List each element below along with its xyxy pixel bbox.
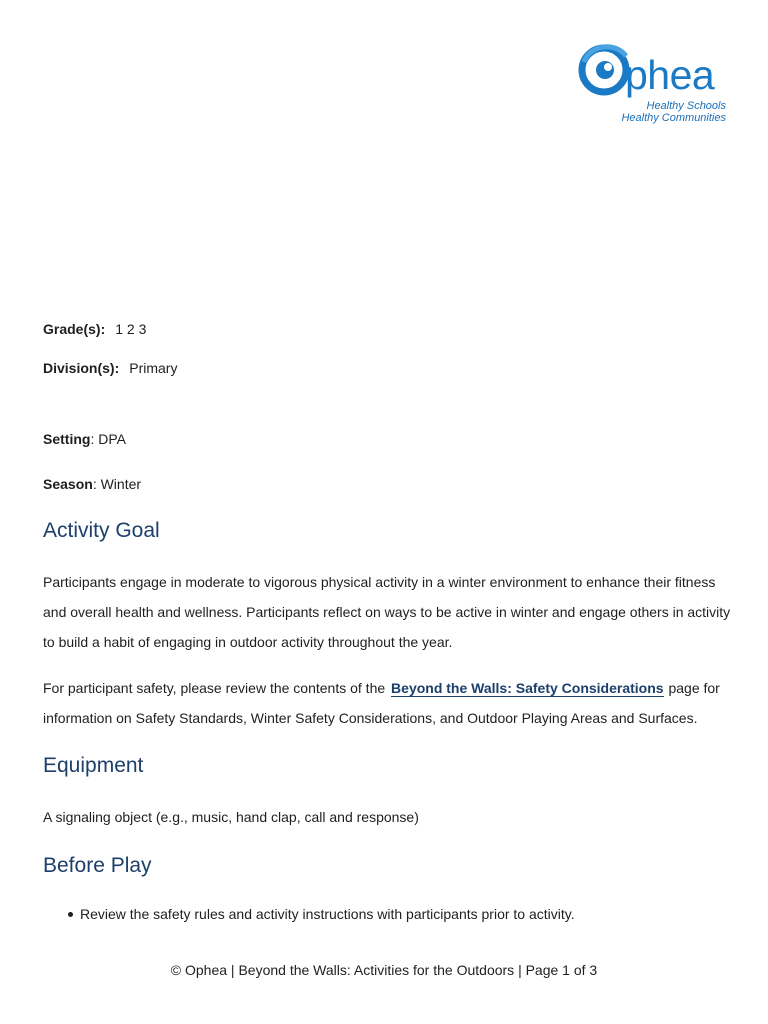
safety-paragraph: [43, 673, 733, 733]
grades-value: 1 2 3: [115, 321, 147, 337]
safety-text-before: For participant safety, please review the contents of the: [43, 680, 386, 696]
season-label: Season: [43, 476, 93, 492]
divisions-label: Division(s):: [43, 360, 120, 376]
activity-goal-paragraph: Participants engage in moderate to vigorous physical activity in a winter environment to enhance their fitness and overall health and wellness. Participants reflect on ways to be active in winter and engage others in activity to build a habit of engaging in outdoor activity throughout the year.: [43, 574, 731, 650]
before-play-list: [43, 903, 575, 925]
divisions-value: Primary: [129, 360, 178, 376]
grades-label: Grade(s):: [43, 321, 106, 337]
logo-tagline-schools: Healthy Schools: [646, 100, 726, 112]
equipment-paragraph: A signaling object (e.g., music, hand clap, call and response): [43, 809, 419, 825]
before-play-heading: Before Play: [43, 854, 152, 877]
logo-wordmark: phea: [625, 52, 715, 98]
page-footer: © Ophea | Beyond the Walls: Activities for the Outdoors | Page 1 of 3: [170, 962, 598, 978]
logo-tagline-communities: Healthy Communities: [621, 112, 726, 124]
list-item-text: Review the safety rules and activity instructions with participants prior to activity.: [80, 906, 575, 922]
activity-goal-heading: Activity Goal: [43, 519, 160, 542]
safety-text-after: page for information on Safety Standards, Winter Safety Considerations, and Outdoor Playing Areas and Surfaces.: [43, 680, 720, 726]
setting-row: [43, 430, 126, 448]
ophea-logo: [578, 40, 730, 130]
bullet-icon: [68, 912, 73, 917]
setting-label: Setting: [43, 431, 91, 447]
divisions-row: [43, 359, 177, 377]
equipment-heading: Equipment: [43, 754, 144, 777]
list-item: [43, 903, 575, 925]
grades-row: [43, 320, 146, 338]
season-row: [43, 475, 141, 493]
season-value: : Winter: [92, 476, 142, 492]
setting-value: : DPA: [90, 431, 126, 447]
ophea-swirl-icon: [578, 40, 632, 98]
safety-considerations-link[interactable]: Beyond the Walls: Safety Considerations: [391, 680, 664, 696]
